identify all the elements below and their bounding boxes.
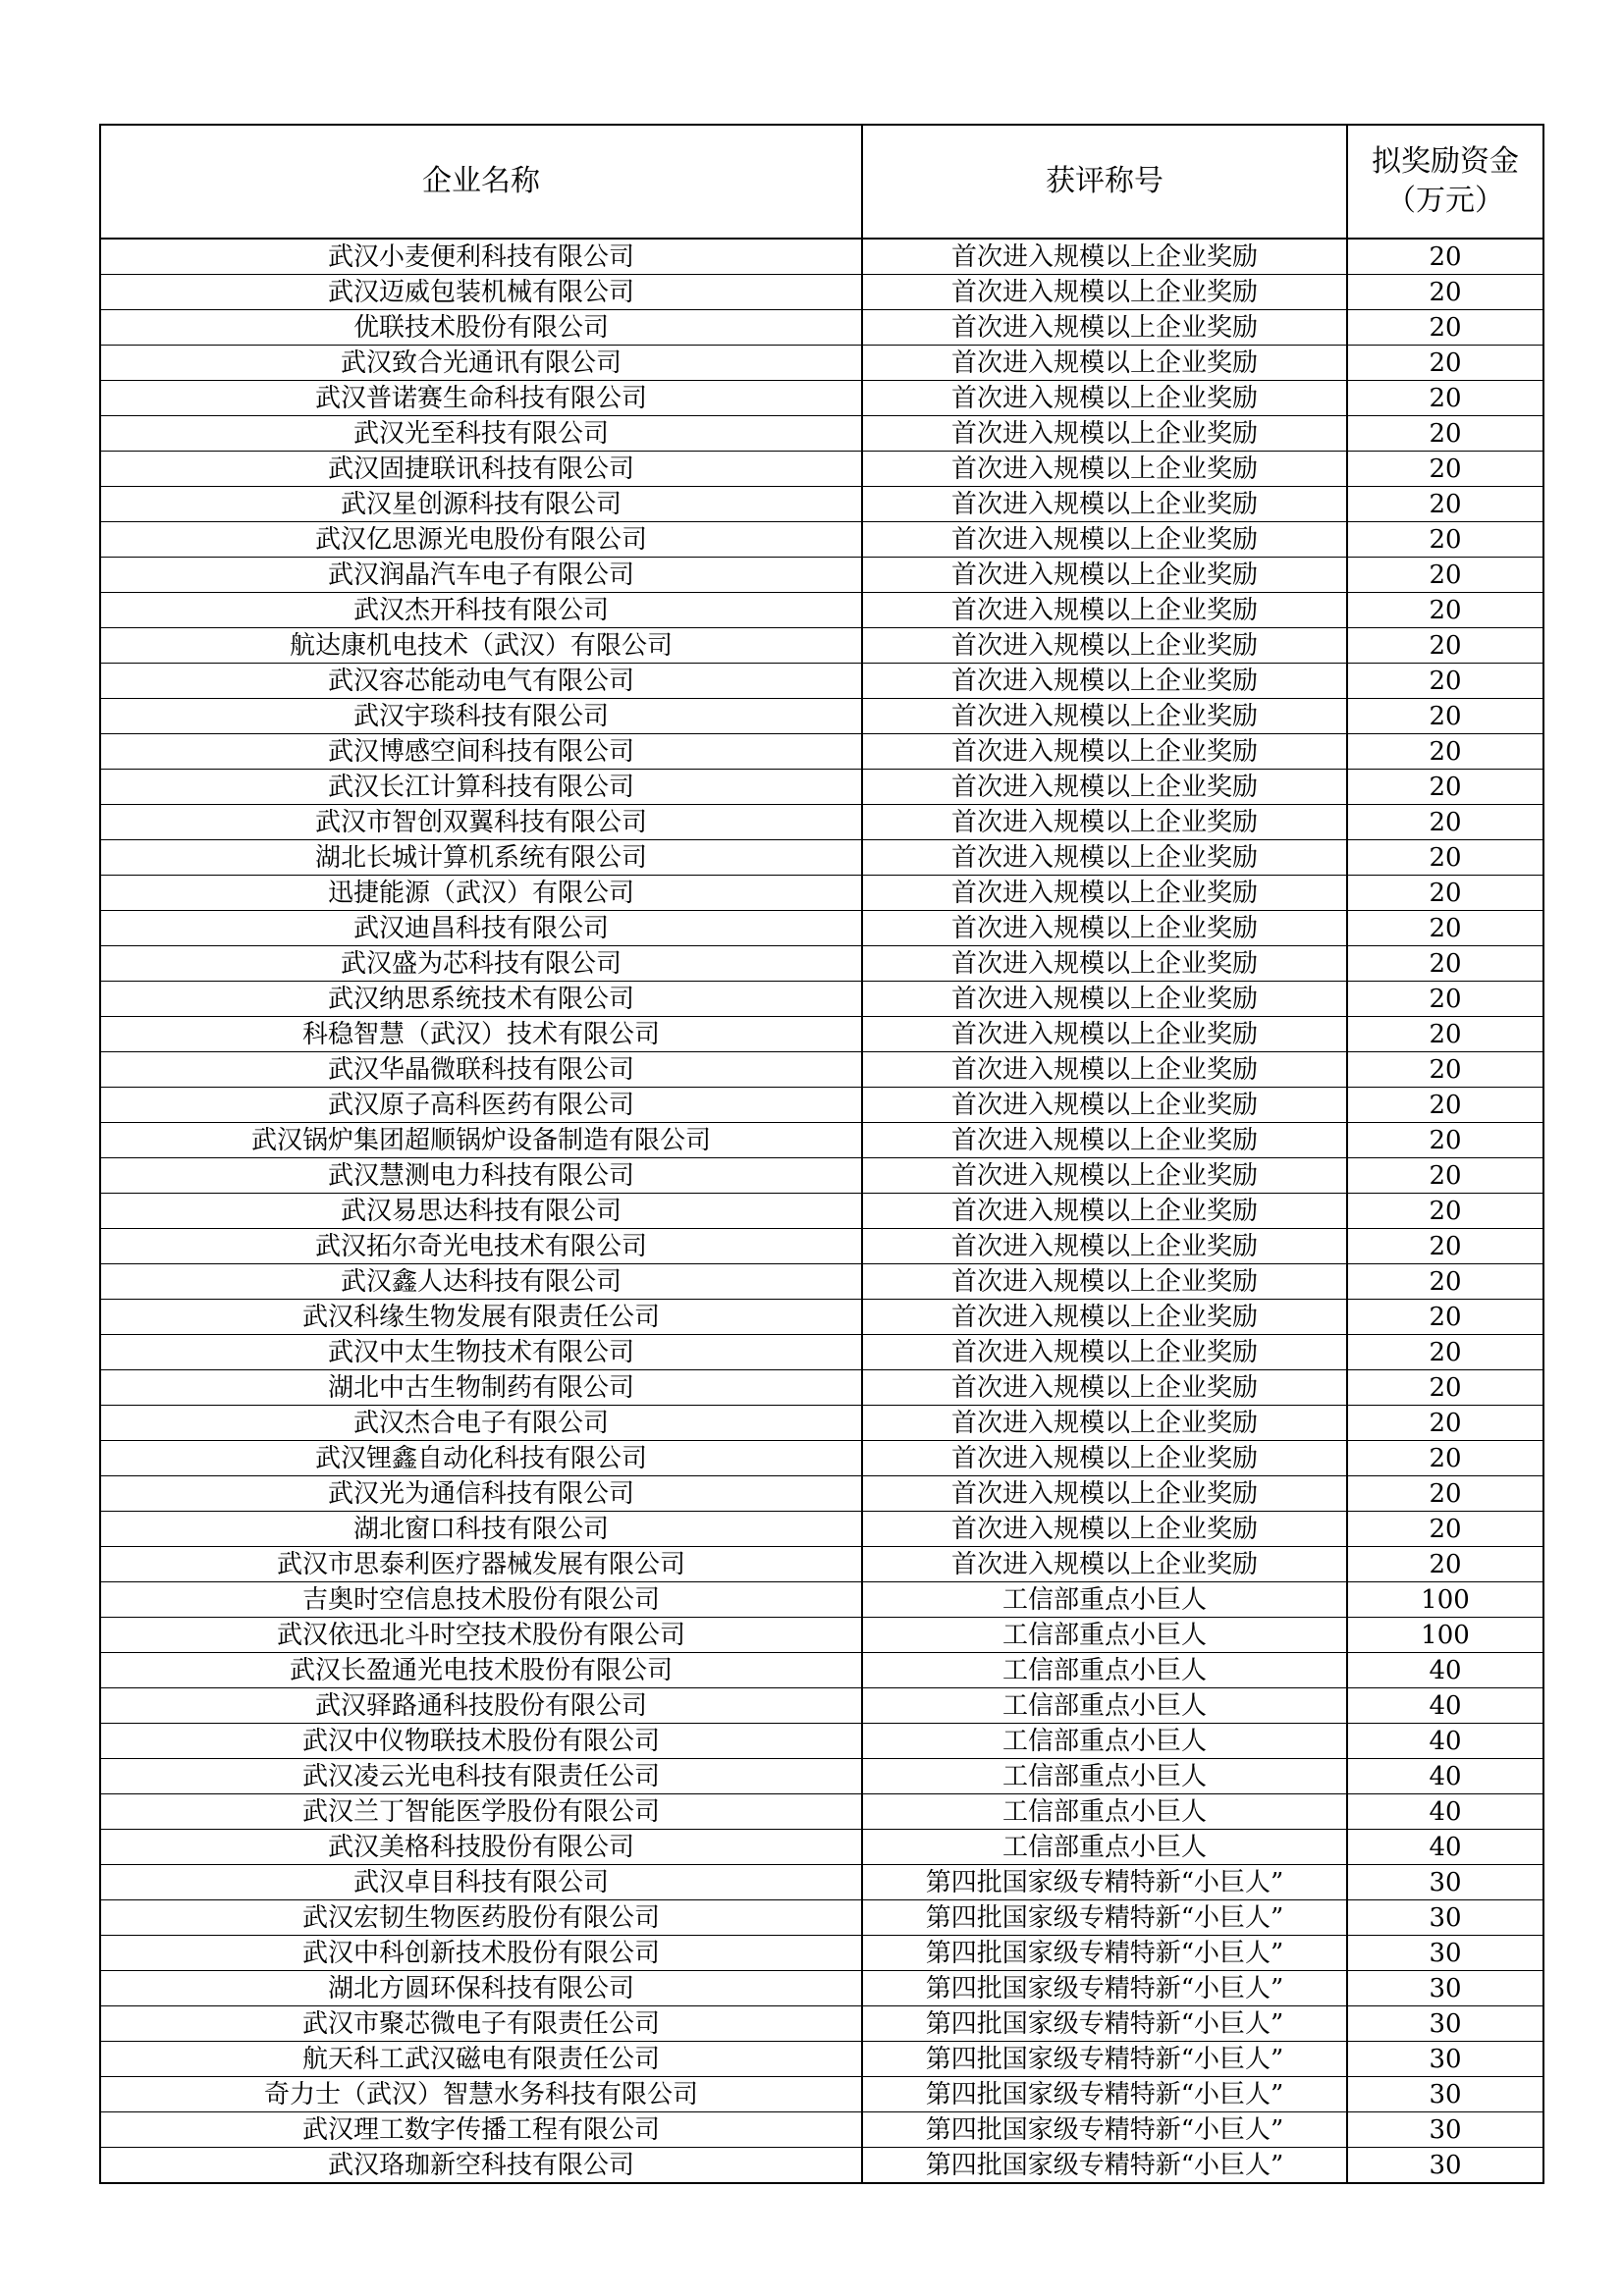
- table-row: [100, 1830, 1543, 1865]
- table-row: [100, 1724, 1543, 1759]
- table-row: [100, 2042, 1543, 2077]
- table-row: [100, 946, 1543, 982]
- award-amount-cell: 20: [1347, 946, 1543, 982]
- table-row: [100, 1158, 1543, 1194]
- award-amount-cell: 30: [1347, 2148, 1543, 2184]
- company-name-cell: 武汉光至科技有限公司: [100, 416, 862, 452]
- company-name-cell: 武汉光为通信科技有限公司: [100, 1476, 862, 1512]
- table-row: [100, 558, 1543, 593]
- award-title-cell: 首次进入规模以上企业奖励: [862, 805, 1347, 840]
- award-title-cell: 首次进入规模以上企业奖励: [862, 946, 1347, 982]
- company-name-cell: 武汉杰开科技有限公司: [100, 593, 862, 628]
- table-row: [100, 1335, 1543, 1370]
- award-title-cell: 首次进入规模以上企业奖励: [862, 1370, 1347, 1406]
- table-row: [100, 1406, 1543, 1441]
- table-row: [100, 1512, 1543, 1547]
- award-amount-cell: 20: [1347, 522, 1543, 558]
- award-amount-cell: 20: [1347, 310, 1543, 346]
- award-amount-cell: 20: [1347, 452, 1543, 487]
- company-name-cell: 武汉慧测电力科技有限公司: [100, 1158, 862, 1194]
- company-name-cell: 湖北窗口科技有限公司: [100, 1512, 862, 1547]
- award-title-cell: 首次进入规模以上企业奖励: [862, 1264, 1347, 1300]
- award-amount-cell: 20: [1347, 1300, 1543, 1335]
- company-name-cell: 武汉宇琰科技有限公司: [100, 699, 862, 734]
- award-amount-cell: 20: [1347, 1158, 1543, 1194]
- award-amount-cell: 30: [1347, 2006, 1543, 2042]
- company-name-cell: 武汉迪昌科技有限公司: [100, 911, 862, 946]
- award-title-cell: 首次进入规模以上企业奖励: [862, 911, 1347, 946]
- award-title-cell: 工信部重点小巨人: [862, 1582, 1347, 1618]
- table-row: [100, 982, 1543, 1017]
- table-row: [100, 911, 1543, 946]
- table-row: [100, 1794, 1543, 1830]
- award-amount-cell: 20: [1347, 346, 1543, 381]
- table-row: [100, 452, 1543, 487]
- company-name-cell: 武汉锅炉集团超顺锅炉设备制造有限公司: [100, 1123, 862, 1158]
- award-title-cell: 首次进入规模以上企业奖励: [862, 770, 1347, 805]
- company-name-cell: 武汉小麦便利科技有限公司: [100, 239, 862, 275]
- award-title-cell: 工信部重点小巨人: [862, 1688, 1347, 1724]
- award-amount-cell: 40: [1347, 1724, 1543, 1759]
- company-name-cell: 航天科工武汉磁电有限责任公司: [100, 2042, 862, 2077]
- table-row: [100, 734, 1543, 770]
- table-row: [100, 381, 1543, 416]
- award-amount-cell: 20: [1347, 911, 1543, 946]
- award-title-cell: 首次进入规模以上企业奖励: [862, 558, 1347, 593]
- table-row: [100, 1476, 1543, 1512]
- award-amount-cell: 30: [1347, 2077, 1543, 2112]
- company-name-cell: 武汉华晶微联科技有限公司: [100, 1052, 862, 1088]
- award-amount-cell: 20: [1347, 1335, 1543, 1370]
- award-amount-cell: 40: [1347, 1688, 1543, 1724]
- company-name-cell: 武汉鑫人达科技有限公司: [100, 1264, 862, 1300]
- award-title-cell: 首次进入规模以上企业奖励: [862, 664, 1347, 699]
- award-amount-cell: 100: [1347, 1582, 1543, 1618]
- company-name-cell: 吉奥时空信息技术股份有限公司: [100, 1582, 862, 1618]
- award-amount-cell: 20: [1347, 876, 1543, 911]
- table-row: [100, 1971, 1543, 2006]
- table-row: [100, 876, 1543, 911]
- award-title-cell: 工信部重点小巨人: [862, 1653, 1347, 1688]
- table-body: [100, 239, 1543, 2183]
- award-title-cell: 第四批国家级专精特新“小巨人”: [862, 2077, 1347, 2112]
- award-amount-cell: 40: [1347, 1759, 1543, 1794]
- award-amount-cell: 30: [1347, 1900, 1543, 1936]
- award-amount-cell: 20: [1347, 1406, 1543, 1441]
- company-name-cell: 武汉兰丁智能医学股份有限公司: [100, 1794, 862, 1830]
- company-name-cell: 武汉润晶汽车电子有限公司: [100, 558, 862, 593]
- table-row: [100, 1264, 1543, 1300]
- award-title-cell: 首次进入规模以上企业奖励: [862, 1335, 1347, 1370]
- table-row: [100, 1547, 1543, 1582]
- award-title-cell: 首次进入规模以上企业奖励: [862, 239, 1347, 275]
- award-amount-cell: 20: [1347, 1512, 1543, 1547]
- award-amount-cell: 100: [1347, 1618, 1543, 1653]
- award-amount-cell: 20: [1347, 699, 1543, 734]
- table-row: [100, 664, 1543, 699]
- table-row: [100, 1653, 1543, 1688]
- company-name-cell: 武汉亿思源光电股份有限公司: [100, 522, 862, 558]
- company-name-cell: 武汉市智创双翼科技有限公司: [100, 805, 862, 840]
- award-title-cell: 首次进入规模以上企业奖励: [862, 593, 1347, 628]
- award-title-cell: 首次进入规模以上企业奖励: [862, 982, 1347, 1017]
- company-name-cell: 武汉易思达科技有限公司: [100, 1194, 862, 1229]
- table-row: [100, 1052, 1543, 1088]
- company-name-cell: 武汉盛为芯科技有限公司: [100, 946, 862, 982]
- company-name-cell: 武汉珞珈新空科技有限公司: [100, 2148, 862, 2184]
- award-amount-cell: 20: [1347, 770, 1543, 805]
- company-name-cell: 武汉锂鑫自动化科技有限公司: [100, 1441, 862, 1476]
- award-amount-cell: 20: [1347, 558, 1543, 593]
- company-name-cell: 武汉致合光通讯有限公司: [100, 346, 862, 381]
- award-title-cell: 首次进入规模以上企业奖励: [862, 1512, 1347, 1547]
- table-row: [100, 805, 1543, 840]
- table-row: [100, 310, 1543, 346]
- table-row: [100, 487, 1543, 522]
- award-amount-cell: 30: [1347, 1865, 1543, 1900]
- header-amount-label: 拟奖励资金: [1372, 144, 1519, 179]
- award-amount-cell: 20: [1347, 239, 1543, 275]
- award-title-cell: 首次进入规模以上企业奖励: [862, 699, 1347, 734]
- company-name-cell: 武汉中科创新技术股份有限公司: [100, 1936, 862, 1971]
- table-row: [100, 2148, 1543, 2184]
- award-title-cell: 首次进入规模以上企业奖励: [862, 452, 1347, 487]
- table-row: [100, 1194, 1543, 1229]
- company-name-cell: 迅捷能源（武汉）有限公司: [100, 876, 862, 911]
- company-name-cell: 湖北长城计算机系统有限公司: [100, 840, 862, 876]
- award-amount-cell: 20: [1347, 593, 1543, 628]
- table-row: [100, 1618, 1543, 1653]
- award-title-cell: 工信部重点小巨人: [862, 1794, 1347, 1830]
- table-row: [100, 840, 1543, 876]
- company-name-cell: 科稳智慧（武汉）技术有限公司: [100, 1017, 862, 1052]
- company-name-cell: 武汉杰合电子有限公司: [100, 1406, 862, 1441]
- award-title-cell: 首次进入规模以上企业奖励: [862, 1547, 1347, 1582]
- award-amount-cell: 20: [1347, 734, 1543, 770]
- award-table: [99, 124, 1544, 2184]
- company-name-cell: 武汉博感空间科技有限公司: [100, 734, 862, 770]
- header-row: [100, 125, 1543, 239]
- header-award-title: 获评称号: [862, 125, 1347, 239]
- award-title-cell: 工信部重点小巨人: [862, 1830, 1347, 1865]
- award-amount-cell: 20: [1347, 982, 1543, 1017]
- table-row: [100, 699, 1543, 734]
- award-title-cell: 工信部重点小巨人: [862, 1724, 1347, 1759]
- award-title-cell: 首次进入规模以上企业奖励: [862, 522, 1347, 558]
- award-title-cell: 首次进入规模以上企业奖励: [862, 1229, 1347, 1264]
- award-amount-cell: 20: [1347, 1052, 1543, 1088]
- award-title-cell: 第四批国家级专精特新“小巨人”: [862, 2112, 1347, 2148]
- company-name-cell: 武汉容芯能动电气有限公司: [100, 664, 862, 699]
- company-name-cell: 武汉普诺赛生命科技有限公司: [100, 381, 862, 416]
- award-amount-cell: 30: [1347, 2112, 1543, 2148]
- header-amount-unit: （万元）: [1386, 184, 1504, 218]
- award-title-cell: 首次进入规模以上企业奖励: [862, 1123, 1347, 1158]
- company-name-cell: 武汉原子高科医药有限公司: [100, 1088, 862, 1123]
- table-row: [100, 275, 1543, 310]
- table-row: [100, 1229, 1543, 1264]
- award-title-cell: 工信部重点小巨人: [862, 1618, 1347, 1653]
- award-title-cell: 首次进入规模以上企业奖励: [862, 1158, 1347, 1194]
- award-amount-cell: 20: [1347, 840, 1543, 876]
- award-title-cell: 首次进入规模以上企业奖励: [862, 1194, 1347, 1229]
- company-name-cell: 湖北方圆环保科技有限公司: [100, 1971, 862, 2006]
- table-row: [100, 416, 1543, 452]
- award-title-cell: 首次进入规模以上企业奖励: [862, 840, 1347, 876]
- company-name-cell: 航达康机电技术（武汉）有限公司: [100, 628, 862, 664]
- award-amount-cell: 30: [1347, 2042, 1543, 2077]
- table-row: [100, 1123, 1543, 1158]
- table-row: [100, 1300, 1543, 1335]
- header-award-amount: [1347, 125, 1543, 239]
- company-name-cell: 武汉美格科技股份有限公司: [100, 1830, 862, 1865]
- company-name-cell: 武汉中仪物联技术股份有限公司: [100, 1724, 862, 1759]
- award-title-cell: 第四批国家级专精特新“小巨人”: [862, 1900, 1347, 1936]
- company-name-cell: 武汉固捷联讯科技有限公司: [100, 452, 862, 487]
- award-title-cell: 首次进入规模以上企业奖励: [862, 346, 1347, 381]
- table-row: [100, 1582, 1543, 1618]
- award-amount-cell: 20: [1347, 1123, 1543, 1158]
- company-name-cell: 武汉市聚芯微电子有限责任公司: [100, 2006, 862, 2042]
- award-amount-cell: 20: [1347, 1194, 1543, 1229]
- company-name-cell: 湖北中古生物制药有限公司: [100, 1370, 862, 1406]
- award-amount-cell: 20: [1347, 1229, 1543, 1264]
- award-amount-cell: 20: [1347, 1476, 1543, 1512]
- company-name-cell: 武汉迈威包装机械有限公司: [100, 275, 862, 310]
- award-title-cell: 首次进入规模以上企业奖励: [862, 734, 1347, 770]
- award-title-cell: 首次进入规模以上企业奖励: [862, 1476, 1347, 1512]
- table-row: [100, 1936, 1543, 1971]
- award-amount-cell: 20: [1347, 1441, 1543, 1476]
- table-row: [100, 239, 1543, 275]
- company-name-cell: 武汉理工数字传播工程有限公司: [100, 2112, 862, 2148]
- company-name-cell: 武汉宏韧生物医药股份有限公司: [100, 1900, 862, 1936]
- award-amount-cell: 20: [1347, 275, 1543, 310]
- award-title-cell: 首次进入规模以上企业奖励: [862, 1300, 1347, 1335]
- table-row: [100, 1088, 1543, 1123]
- award-title-cell: 首次进入规模以上企业奖励: [862, 1017, 1347, 1052]
- award-amount-cell: 30: [1347, 1971, 1543, 2006]
- company-name-cell: 武汉凌云光电科技有限责任公司: [100, 1759, 862, 1794]
- award-amount-cell: 20: [1347, 416, 1543, 452]
- table-row: [100, 593, 1543, 628]
- award-title-cell: 首次进入规模以上企业奖励: [862, 381, 1347, 416]
- award-amount-cell: 20: [1347, 805, 1543, 840]
- award-title-cell: 首次进入规模以上企业奖励: [862, 275, 1347, 310]
- company-name-cell: 奇力士（武汉）智慧水务科技有限公司: [100, 2077, 862, 2112]
- table-header: [100, 125, 1543, 239]
- table-row: [100, 1370, 1543, 1406]
- award-title-cell: 首次进入规模以上企业奖励: [862, 1088, 1347, 1123]
- company-name-cell: 武汉长盈通光电技术股份有限公司: [100, 1653, 862, 1688]
- award-amount-cell: 20: [1347, 1017, 1543, 1052]
- award-title-cell: 工信部重点小巨人: [862, 1759, 1347, 1794]
- header-company-name: 企业名称: [100, 125, 862, 239]
- table-row: [100, 2112, 1543, 2148]
- award-title-cell: 第四批国家级专精特新“小巨人”: [862, 1865, 1347, 1900]
- table-row: [100, 2006, 1543, 2042]
- table-row: [100, 1017, 1543, 1052]
- award-amount-cell: 20: [1347, 487, 1543, 522]
- award-title-cell: 第四批国家级专精特新“小巨人”: [862, 2148, 1347, 2184]
- award-amount-cell: 40: [1347, 1830, 1543, 1865]
- award-amount-cell: 20: [1347, 1370, 1543, 1406]
- table-row: [100, 1759, 1543, 1794]
- company-name-cell: 武汉科缘生物发展有限责任公司: [100, 1300, 862, 1335]
- company-name-cell: 武汉市思泰利医疗器械发展有限公司: [100, 1547, 862, 1582]
- award-amount-cell: 20: [1347, 628, 1543, 664]
- award-title-cell: 首次进入规模以上企业奖励: [862, 487, 1347, 522]
- award-amount-cell: 20: [1347, 1088, 1543, 1123]
- table-row: [100, 1441, 1543, 1476]
- award-title-cell: 首次进入规模以上企业奖励: [862, 310, 1347, 346]
- company-name-cell: 武汉驿路通科技股份有限公司: [100, 1688, 862, 1724]
- table-row: [100, 1900, 1543, 1936]
- award-title-cell: 第四批国家级专精特新“小巨人”: [862, 2042, 1347, 2077]
- company-name-cell: 武汉中太生物技术有限公司: [100, 1335, 862, 1370]
- award-title-cell: 首次进入规模以上企业奖励: [862, 628, 1347, 664]
- company-name-cell: 优联技术股份有限公司: [100, 310, 862, 346]
- award-title-cell: 首次进入规模以上企业奖励: [862, 876, 1347, 911]
- award-title-cell: 首次进入规模以上企业奖励: [862, 1406, 1347, 1441]
- award-title-cell: 首次进入规模以上企业奖励: [862, 1052, 1347, 1088]
- table-row: [100, 522, 1543, 558]
- table-row: [100, 1688, 1543, 1724]
- company-name-cell: 武汉长江计算科技有限公司: [100, 770, 862, 805]
- award-title-cell: 首次进入规模以上企业奖励: [862, 416, 1347, 452]
- table-row: [100, 628, 1543, 664]
- company-name-cell: 武汉拓尔奇光电技术有限公司: [100, 1229, 862, 1264]
- award-amount-cell: 30: [1347, 1936, 1543, 1971]
- award-title-cell: 首次进入规模以上企业奖励: [862, 1441, 1347, 1476]
- table-row: [100, 770, 1543, 805]
- company-name-cell: 武汉纳思系统技术有限公司: [100, 982, 862, 1017]
- award-title-cell: 第四批国家级专精特新“小巨人”: [862, 1971, 1347, 2006]
- award-amount-cell: 20: [1347, 664, 1543, 699]
- company-name-cell: 武汉卓目科技有限公司: [100, 1865, 862, 1900]
- award-amount-cell: 40: [1347, 1794, 1543, 1830]
- table-row: [100, 346, 1543, 381]
- award-amount-cell: 20: [1347, 1264, 1543, 1300]
- company-name-cell: 武汉依迅北斗时空技术股份有限公司: [100, 1618, 862, 1653]
- table-row: [100, 2077, 1543, 2112]
- award-title-cell: 第四批国家级专精特新“小巨人”: [862, 2006, 1347, 2042]
- award-amount-cell: 20: [1347, 1547, 1543, 1582]
- award-amount-cell: 20: [1347, 381, 1543, 416]
- award-title-cell: 第四批国家级专精特新“小巨人”: [862, 1936, 1347, 1971]
- award-amount-cell: 40: [1347, 1653, 1543, 1688]
- table-row: [100, 1865, 1543, 1900]
- company-name-cell: 武汉星创源科技有限公司: [100, 487, 862, 522]
